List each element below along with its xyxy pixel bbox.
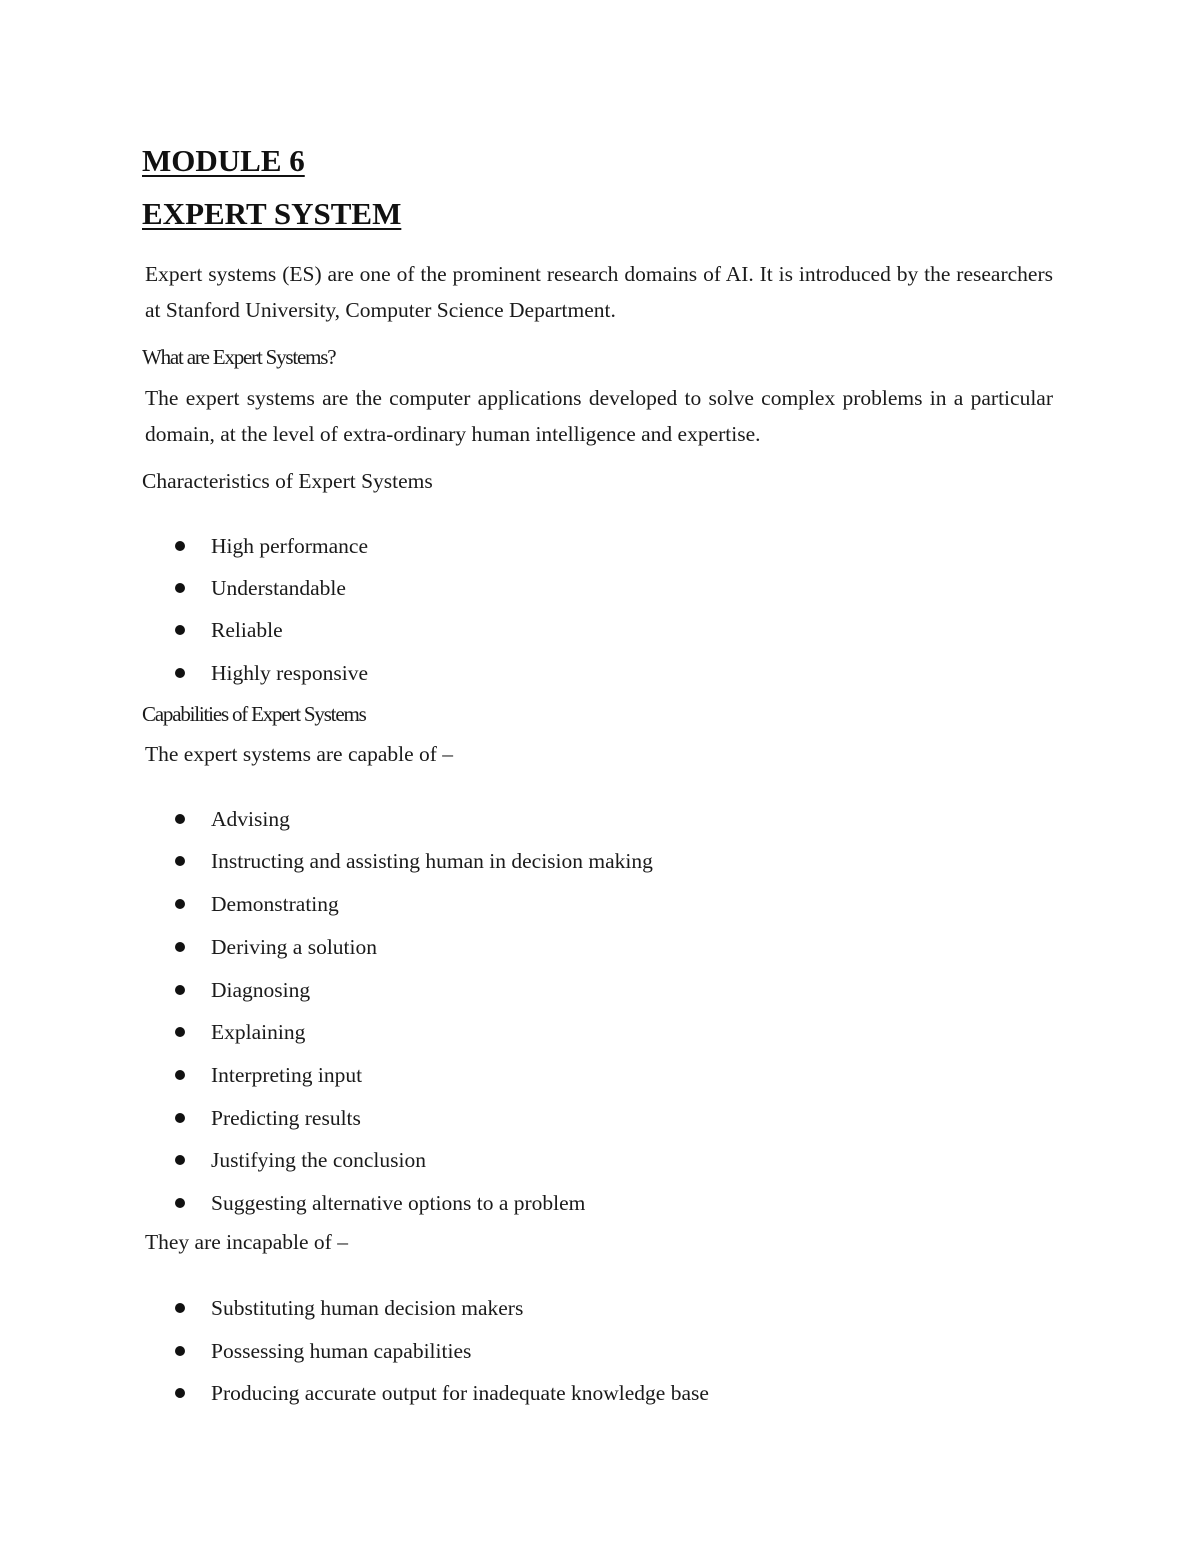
bullet-icon <box>175 1346 185 1356</box>
list-item-text: Instructing and assisting human in decision making <box>211 849 653 873</box>
bullet-icon <box>175 1155 185 1165</box>
bullet-icon <box>175 899 185 909</box>
bullet-icon <box>175 1113 185 1123</box>
bullet-icon <box>175 942 185 952</box>
list-item-text: Diagnosing <box>211 978 311 1002</box>
bullet-icon <box>175 1070 185 1080</box>
list-item-text: Advising <box>211 807 290 831</box>
list-item-text: Demonstrating <box>211 892 339 916</box>
module-title: MODULE 6 <box>142 143 305 178</box>
list-item-text: Understandable <box>211 576 346 600</box>
what-are-expert-systems-heading: What are Expert Systems? <box>142 345 336 369</box>
list-item-text: Justifying the conclusion <box>211 1148 426 1172</box>
incapable-intro: They are incapable of – <box>145 1230 348 1254</box>
bullet-icon <box>175 985 185 995</box>
bullet-icon <box>175 1303 185 1313</box>
bullet-icon <box>175 1388 185 1398</box>
list-item-text: Substituting human decision makers <box>211 1296 524 1320</box>
bullet-icon <box>175 625 185 635</box>
list-item-text: Predicting results <box>211 1106 361 1130</box>
list-item-text: High performance <box>211 534 368 558</box>
bullet-icon <box>175 583 185 593</box>
characteristics-heading: Characteristics of Expert Systems <box>142 469 433 493</box>
topic-title: EXPERT SYSTEM <box>142 196 402 231</box>
list-item-text: Explaining <box>211 1020 306 1044</box>
capabilities-heading: Capabilities of Expert Systems <box>142 702 366 726</box>
bullet-icon <box>175 1198 185 1208</box>
bullet-icon <box>175 1027 185 1037</box>
list-item-text: Deriving a solution <box>211 935 378 959</box>
list-item-text: Highly responsive <box>211 661 369 685</box>
list-item-text: Reliable <box>211 618 283 642</box>
list-item-text: Suggesting alternative options to a problem <box>211 1191 586 1215</box>
list-item-text: Producing accurate output for inadequate knowledge base <box>211 1381 709 1405</box>
bullet-icon <box>175 668 185 678</box>
capable-intro: The expert systems are capable of – <box>145 742 454 766</box>
list-item-text: Possessing human capabilities <box>211 1339 472 1363</box>
intro-paragraph: Expert systems (ES) are one of the prominent research domains of AI. It is introduced by the researchers at Stanford University, Computer Science Department. <box>145 262 1053 322</box>
bullet-icon <box>175 856 185 866</box>
bullet-icon <box>175 814 185 824</box>
bullet-icon <box>175 541 185 551</box>
list-item-text: Interpreting input <box>211 1063 363 1087</box>
definition-paragraph: The expert systems are the computer applications developed to solve complex problems in a particular domain, at the level of extra-ordinary human intelligence and expertise. <box>145 386 1053 446</box>
